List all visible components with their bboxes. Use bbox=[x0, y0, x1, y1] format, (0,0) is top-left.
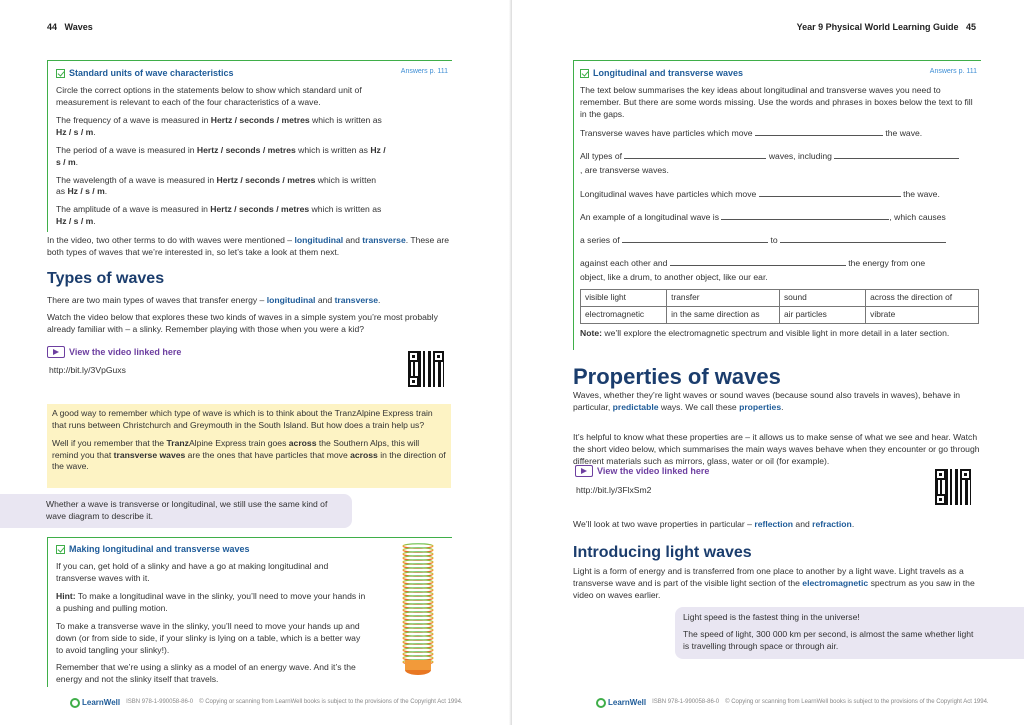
light-note-1: Light speed is the fastest thing in the universe! bbox=[683, 612, 860, 622]
blank-field[interactable] bbox=[670, 257, 846, 266]
qr-code-icon[interactable] bbox=[408, 351, 444, 387]
light-note-2: The speed of light, 300 000 km per second, is almost the same whether light is travelling through space or through air. bbox=[683, 628, 974, 651]
properties-paragraph-3: We’ll look at two wave properties in particular – reflection and refraction. bbox=[573, 519, 855, 529]
types-of-waves-heading: Types of waves bbox=[47, 270, 165, 287]
properties-paragraph-1: Waves, whether they’re light waves or sound waves (because sound also travels in waves), behave in particular, predictable ways. We call these properties. bbox=[573, 390, 961, 412]
word-bank-cell: sound bbox=[779, 290, 865, 307]
blank-field[interactable] bbox=[721, 211, 889, 220]
left-footer: LearnWell ISBN 978-1-990058-86-0 © Copying or scanning from LearnWell books is subject to the provisions of the Copyright Act 1994. bbox=[70, 697, 463, 708]
video-terms-paragraph: In the video, two other terms to do with waves were mentioned – longitudinal and transverse. These are both types of waves that we’re interested in, so let’s take a look at them next. bbox=[47, 235, 450, 257]
fill-line-4: An example of a longitudinal wave is , which causes bbox=[580, 211, 946, 222]
left-running-head bbox=[47, 21, 93, 33]
standard-units-activity-box bbox=[47, 60, 452, 232]
light-speed-note bbox=[675, 607, 1024, 659]
activity-title: Longitudinal and transverse waves bbox=[580, 67, 975, 79]
word-bank-cell: across the direction of bbox=[866, 290, 979, 307]
symbol-options[interactable]: Hz / s / m bbox=[56, 126, 94, 137]
unit-options[interactable]: Hertz / seconds / metres bbox=[210, 115, 310, 126]
slinky-activity-box bbox=[47, 537, 452, 687]
answers-reference: Answers p. 111 bbox=[929, 68, 977, 75]
running-head-title: Waves bbox=[64, 22, 93, 32]
symbol-options[interactable]: Hz / s / m bbox=[67, 186, 105, 197]
play-video-icon bbox=[47, 346, 65, 358]
slinky-activity-title: Making longitudinal and transverse waves bbox=[56, 543, 444, 555]
word-bank-row bbox=[581, 306, 979, 323]
light-paragraph: Light is a form of energy and is transferred from one place to another by a light wave. Light travels as a transverse wave and is part of the visible light section of the electromagnetic spectrum as you saw in the video on waves earlier. bbox=[573, 566, 975, 600]
page-number: 45 bbox=[965, 22, 976, 32]
unit-options[interactable]: Hertz / seconds / metres bbox=[210, 204, 310, 215]
unit-statement: The wavelength of a wave is measured in Hertz / seconds / metres which is written as Hz / s / m. bbox=[56, 174, 377, 197]
word-bank-cell: visible light bbox=[581, 290, 667, 307]
fill-line-7: object, like a drum, to another object, like our ear. bbox=[580, 272, 768, 283]
blank-field[interactable] bbox=[834, 150, 959, 159]
unit-options[interactable]: Hertz / seconds / metres bbox=[196, 144, 296, 155]
word-bank-table bbox=[580, 289, 979, 323]
wave-diagram-note: Whether a wave is transverse or longitudinal, we still use the same kind of wave diagram to describe it. bbox=[0, 494, 352, 528]
answers-reference: Answers p. 111 bbox=[400, 68, 448, 75]
word-bank-cell: transfer bbox=[667, 290, 780, 307]
blank-field[interactable] bbox=[755, 127, 883, 136]
symbol-options[interactable]: Hz / s / m bbox=[56, 144, 386, 167]
unit-statement: The amplitude of a wave is measured in Hertz / seconds / metres which is written as Hz / s / m. bbox=[56, 204, 382, 227]
qr-code-icon[interactable] bbox=[935, 469, 971, 505]
blank-field[interactable] bbox=[759, 188, 901, 197]
types-paragraph-2: Watch the video below that explores these two kinds of waves in a simple system you’re most probably already familiar with – a slinky. Remember playing with those when you were a kid? bbox=[47, 312, 438, 334]
activity-note: Note: we’ll explore the electromagnetic spectrum and visible light in more detail in a later section. bbox=[580, 327, 950, 338]
checkbox-icon bbox=[56, 69, 65, 78]
activity-intro: Circle the correct options in the statements below to show which standard unit of measurement is relevant to each of the four characteristics of a wave. bbox=[56, 85, 362, 108]
activity-title: Standard units of wave characteristics bbox=[56, 67, 444, 79]
tip-paragraph-2: Well if you remember that the TranzAlpine Express train goes across the Southern Alps, this will remind you that transverse waves are the ones that have particles that move across in the direction of the wave. bbox=[52, 437, 446, 472]
unit-options[interactable]: Hertz / seconds / metres bbox=[216, 174, 316, 185]
right-footer: LearnWell ISBN 978-1-990058-86-0 © Copying or scanning from LearnWell books is subject to the provisions of the Copyright Act 1994. bbox=[596, 697, 989, 708]
introducing-light-waves-heading: Introducing light waves bbox=[573, 544, 752, 561]
slinky-illustration bbox=[393, 542, 443, 682]
word-bank-cell: electromagnetic bbox=[581, 306, 667, 323]
fill-line-2b: , are transverse waves. bbox=[580, 165, 669, 176]
tip-box bbox=[47, 404, 451, 488]
blank-field[interactable] bbox=[622, 234, 768, 243]
fill-line-6: against each other and the energy from one bbox=[580, 258, 926, 269]
fill-line-1: Transverse waves have particles which move the wave. bbox=[580, 127, 923, 138]
right-page bbox=[512, 0, 1024, 725]
play-video-icon bbox=[575, 465, 593, 477]
symbol-options[interactable]: Hz / s / m bbox=[56, 216, 94, 227]
blank-field[interactable] bbox=[624, 150, 766, 159]
fill-line-2: All types of waves, including bbox=[580, 150, 975, 162]
video-link[interactable]: View the video linked here bbox=[47, 346, 181, 358]
units-statements bbox=[56, 115, 386, 228]
word-bank-cell: in the same direction as bbox=[667, 306, 780, 323]
word-bank-cell: vibrate bbox=[866, 306, 979, 323]
types-paragraph-1: There are two main types of waves that transfer energy – longitudinal and transverse. bbox=[47, 295, 381, 305]
video-url[interactable]: http://bit.ly/3FlxSm2 bbox=[576, 485, 652, 495]
checkbox-icon bbox=[580, 69, 589, 78]
unit-statement: The frequency of a wave is measured in Hertz / seconds / metres which is written as Hz / s / m. bbox=[56, 115, 382, 137]
word-bank-cell: air particles bbox=[779, 306, 865, 323]
slinky-p1: If you can, get hold of a slinky and have a go at making longitudinal and transverse waves with it. bbox=[56, 561, 329, 584]
page-number: 44 bbox=[47, 22, 58, 32]
tip-paragraph-1: A good way to remember which type of wave is which is to think about the TranzAlpine Express train that runs between Christchurch and Greymouth in the South Island. But how does a train help us? bbox=[52, 408, 433, 430]
word-bank-row bbox=[581, 290, 979, 307]
video-url[interactable]: http://bit.ly/3VpGuxs bbox=[49, 365, 126, 375]
slinky-hint: Hint: To make a longitudinal wave in the slinky, you’ll need to move your hands in a pushing and pulling motion. bbox=[56, 591, 366, 613]
checkbox-icon bbox=[56, 545, 65, 554]
right-running-head: Year 9 Physical World Learning Guide 45 bbox=[796, 22, 976, 32]
slinky-p3: To make a transverse wave in the slinky, you’ll need to move your hands up and down (or from side to side, if your slinky is lying on a table, which is a better way to avoid tangling your slinky!). bbox=[56, 620, 361, 655]
fill-line-5: a series of to bbox=[580, 234, 975, 246]
activity-intro: The text below summarises the key ideas about longitudinal and transverse waves you need to remember. But there are some words missing. Use the words and phrases in boxes below the text to fill in the gaps. bbox=[580, 85, 973, 120]
longitudinal-transverse-activity-box bbox=[573, 60, 981, 350]
properties-paragraph-2: It’s helpful to know what these properties are – it allows us to make sense of what we see and hear. Watch the short video below, which summarises the main ways waves behave when they encounter or go through different materials such as mirrors, glass, water or oil (for example). bbox=[573, 432, 980, 466]
video-link[interactable]: View the video linked here bbox=[575, 465, 709, 477]
unit-statement: The period of a wave is measured in Hertz / seconds / metres which is written as Hz / s / m. bbox=[56, 144, 386, 167]
slinky-p4: Remember that we’re using a slinky as a model of an energy wave. And it’s the energy and not the slinky itself that travels. bbox=[56, 662, 356, 685]
learnwell-logo-icon bbox=[596, 698, 606, 708]
blank-field[interactable] bbox=[780, 234, 946, 243]
learnwell-logo-icon bbox=[70, 698, 80, 708]
fill-line-3: Longitudinal waves have particles which move the wave. bbox=[580, 188, 940, 199]
properties-of-waves-heading: Properties of waves bbox=[573, 364, 781, 389]
